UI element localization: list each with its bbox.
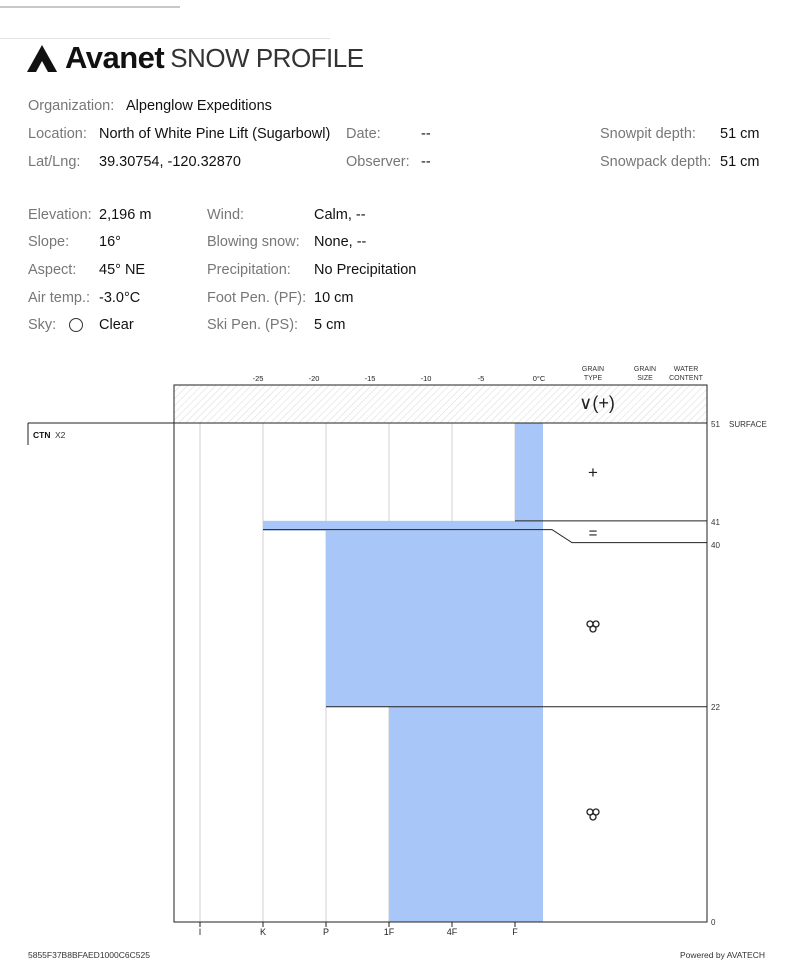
blowing-snow-value: None, -- bbox=[314, 234, 367, 250]
test-label: CTN bbox=[33, 430, 51, 440]
snowpit-depth-value: 51 cm bbox=[720, 126, 760, 142]
wind-value: Calm, -- bbox=[314, 207, 366, 223]
depth-label: 41 bbox=[711, 518, 720, 527]
surface-header-band bbox=[174, 385, 707, 423]
layer-hardness-bar bbox=[515, 423, 543, 521]
latlng-value: 39.30754, -120.32870 bbox=[99, 154, 241, 170]
grain-symbol-precip: + bbox=[588, 463, 598, 482]
hardness-label: I bbox=[198, 927, 202, 937]
mountain-logo-icon bbox=[27, 43, 61, 73]
header-rule bbox=[0, 38, 330, 39]
grain-symbol-rounded bbox=[587, 809, 599, 820]
temperature-tick-label: -20 bbox=[308, 374, 320, 383]
water-content-header: WATER CONTENT bbox=[669, 366, 703, 382]
elevation-value: 2,196 m bbox=[99, 207, 152, 223]
wind-label: Wind: bbox=[207, 207, 245, 223]
elevation-label: Elevation: bbox=[28, 207, 92, 223]
foot-pen-label: Foot Pen. (PF): bbox=[207, 290, 307, 306]
temperature-tick-label: -15 bbox=[364, 374, 376, 383]
blowing-snow-label: Blowing snow: bbox=[207, 234, 300, 250]
location-label: Location: bbox=[28, 126, 87, 142]
aspect-value: 45° NE bbox=[99, 262, 146, 278]
depth-label: 0 bbox=[711, 918, 716, 927]
hardness-label: K bbox=[259, 927, 267, 937]
hardness-label: 1F bbox=[383, 927, 395, 937]
layer-hardness-bar bbox=[326, 531, 543, 707]
slope-value: 16° bbox=[99, 234, 121, 250]
slope-label: Slope: bbox=[28, 234, 70, 250]
surface-label: SURFACE bbox=[729, 420, 767, 429]
organization-value: Alpenglow Expeditions bbox=[126, 98, 272, 114]
temperature-tick-label: -5 bbox=[477, 374, 485, 383]
precipitation-label: Precipitation: bbox=[207, 262, 291, 278]
grain-symbol-rounded bbox=[587, 621, 599, 632]
hardness-label: 4F bbox=[446, 927, 458, 937]
snowpit-depth-label: Snowpit depth: bbox=[600, 126, 696, 142]
temperature-tick-label: -10 bbox=[420, 374, 432, 383]
depth-label: 22 bbox=[711, 703, 720, 712]
hardness-label: P bbox=[322, 927, 330, 937]
grain-symbol-circle bbox=[590, 814, 596, 820]
temperature-tick-label: 0°C bbox=[532, 374, 546, 383]
brand-name: Avanet bbox=[65, 40, 165, 75]
test-count: X2 bbox=[55, 430, 66, 440]
grain-symbol-surface-hoar: = bbox=[588, 525, 598, 542]
hardness-label: F bbox=[512, 927, 518, 937]
ski-pen-value: 5 cm bbox=[314, 317, 346, 333]
snowpack-depth-value: 51 cm bbox=[720, 154, 760, 170]
snowpack-depth-label: Snowpack depth: bbox=[600, 154, 712, 170]
grain-type-header: GRAIN TYPE bbox=[581, 366, 605, 382]
location-value: North of White Pine Lift (Sugarbowl) bbox=[99, 126, 331, 142]
aspect-label: Aspect: bbox=[28, 262, 77, 278]
sky-value: Clear bbox=[99, 317, 134, 333]
avanet-logo bbox=[27, 40, 364, 76]
grain-size-header: GRAIN SIZE bbox=[633, 366, 657, 382]
sky-label: Sky: bbox=[28, 317, 57, 333]
snow-profile-chart bbox=[0, 355, 800, 945]
ski-pen-label: Ski Pen. (PS): bbox=[207, 317, 299, 333]
latlng-label: Lat/Lng: bbox=[28, 154, 81, 170]
precipitation-value: No Precipitation bbox=[314, 262, 417, 278]
observer-label: Observer: bbox=[346, 154, 410, 170]
air-temp-label: Air temp.: bbox=[28, 290, 91, 306]
powered-by: Powered by AVATECH bbox=[679, 950, 765, 960]
depth-label: 51 bbox=[711, 420, 720, 429]
air-temp-value: -3.0°C bbox=[99, 290, 141, 306]
page-title: SNOW PROFILE bbox=[170, 42, 364, 73]
surface-grain-symbol: ∨(+) bbox=[579, 393, 615, 413]
grain-symbol-circle bbox=[590, 626, 596, 632]
depth-label: 40 bbox=[711, 541, 720, 550]
date-label: Date: bbox=[346, 126, 381, 142]
top-decor-line bbox=[0, 6, 180, 8]
profile-id: 5855F37B8BFAED1000C6C525 bbox=[28, 950, 150, 960]
layer-hardness-bar bbox=[389, 707, 543, 922]
foot-pen-value: 10 cm bbox=[314, 290, 354, 306]
sky-clear-icon bbox=[69, 318, 83, 332]
organization-label: Organization: bbox=[28, 98, 115, 114]
temperature-tick-label: -25 bbox=[252, 374, 264, 383]
date-value: -- bbox=[421, 126, 431, 142]
observer-value: -- bbox=[421, 154, 431, 170]
